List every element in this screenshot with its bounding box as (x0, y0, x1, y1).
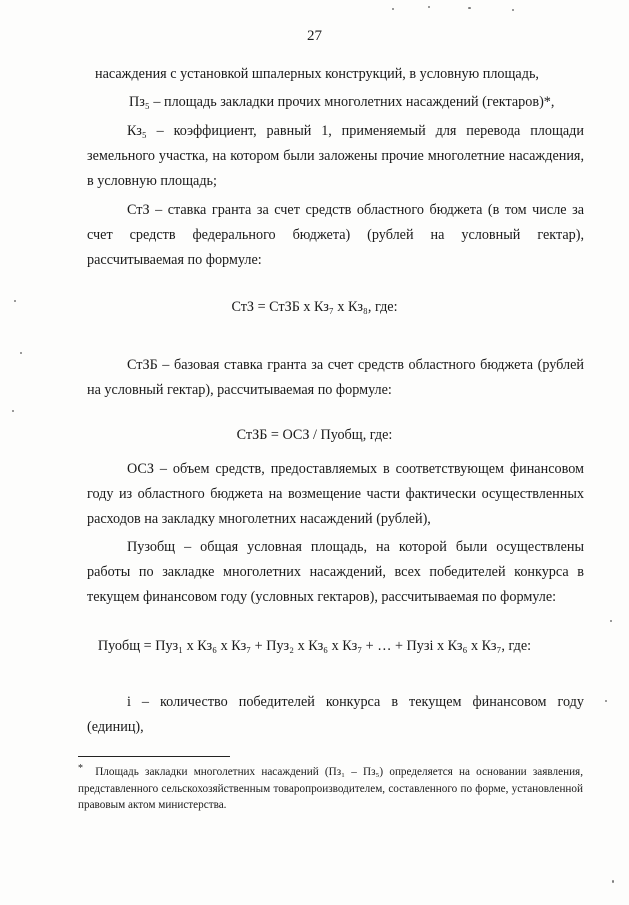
scan-speck (512, 9, 514, 11)
paragraph-kz5: Кз₅ – коэффициент, равный 1, применяемый для перевода площади земельного участка, на котором были заложены прочие многолетние насаждения, в условную площадь; (87, 123, 584, 189)
paragraph-i: i – количество победителей конкурса в текущем финансовом году (единиц), (87, 694, 584, 735)
page-number: 27 (307, 28, 322, 44)
scan-speck (392, 8, 394, 10)
scan-speck (605, 700, 607, 702)
paragraph-stzb: СтЗБ – базовая ставка гранта за счет средств областного бюджета (рублей на условный гектар), рассчитываемая по формуле: (87, 357, 584, 398)
formula-stz: СтЗ = СтЗБ х Кз₇ х Кз₈, где: (231, 299, 398, 315)
scan-speck (428, 6, 430, 8)
footnote (78, 764, 583, 813)
scan-speck (12, 410, 14, 412)
paragraph-continuation: насаждения с установкой шпалерных конструкций, в условную площадь, (95, 66, 539, 82)
paragraph-osz: ОСЗ – объем средств, предоставляемых в соответствующем финансовом году из областного бюджета на возмещение части фактически осуществленных расходов на закладку многолетних насаждений (рублей), (87, 461, 584, 527)
paragraph-pz5: Пз₅ – площадь закладки прочих многолетних насаждений (гектаров)*, (129, 94, 555, 110)
formula-puobsch: Пуобщ = Пуз₁ х Кз₆ х Кз₇ + Пуз₂ х Кз₆ х Кз₇ + … + Пузi х Кз₆ х Кз₇, где: (97, 638, 532, 654)
scan-speck (20, 352, 22, 354)
scan-speck (610, 620, 612, 622)
footnote-mark: * (78, 763, 83, 774)
scan-speck (468, 7, 471, 9)
formula-stzb: СтЗБ = ОСЗ / Пуобщ, где: (236, 427, 393, 443)
scan-speck (14, 300, 16, 302)
paragraph-stz: СтЗ – ставка гранта за счет средств областного бюджета (в том числе за счет средств федерального бюджета) (рублей на условный гектар), рассчитываемая по формуле: (87, 202, 584, 268)
paragraph-puzobsch: Пузобщ – общая условная площадь, на которой были осуществлены работы по закладке многолетних насаждений, всех победителей конкурса в текущем финансовом году (условных гектаров), рассчитываемая по формуле: (87, 539, 584, 605)
footnote-text: Площадь закладки многолетних насаждений (Пз₁ – Пз₅) определяется на основании заявления, представленного сельскохозяйственным товаропроизводителем, составленного по форме, установленной правовым актом министерства. (78, 766, 583, 811)
footnote-separator (78, 756, 230, 757)
scan-speck (612, 880, 614, 883)
